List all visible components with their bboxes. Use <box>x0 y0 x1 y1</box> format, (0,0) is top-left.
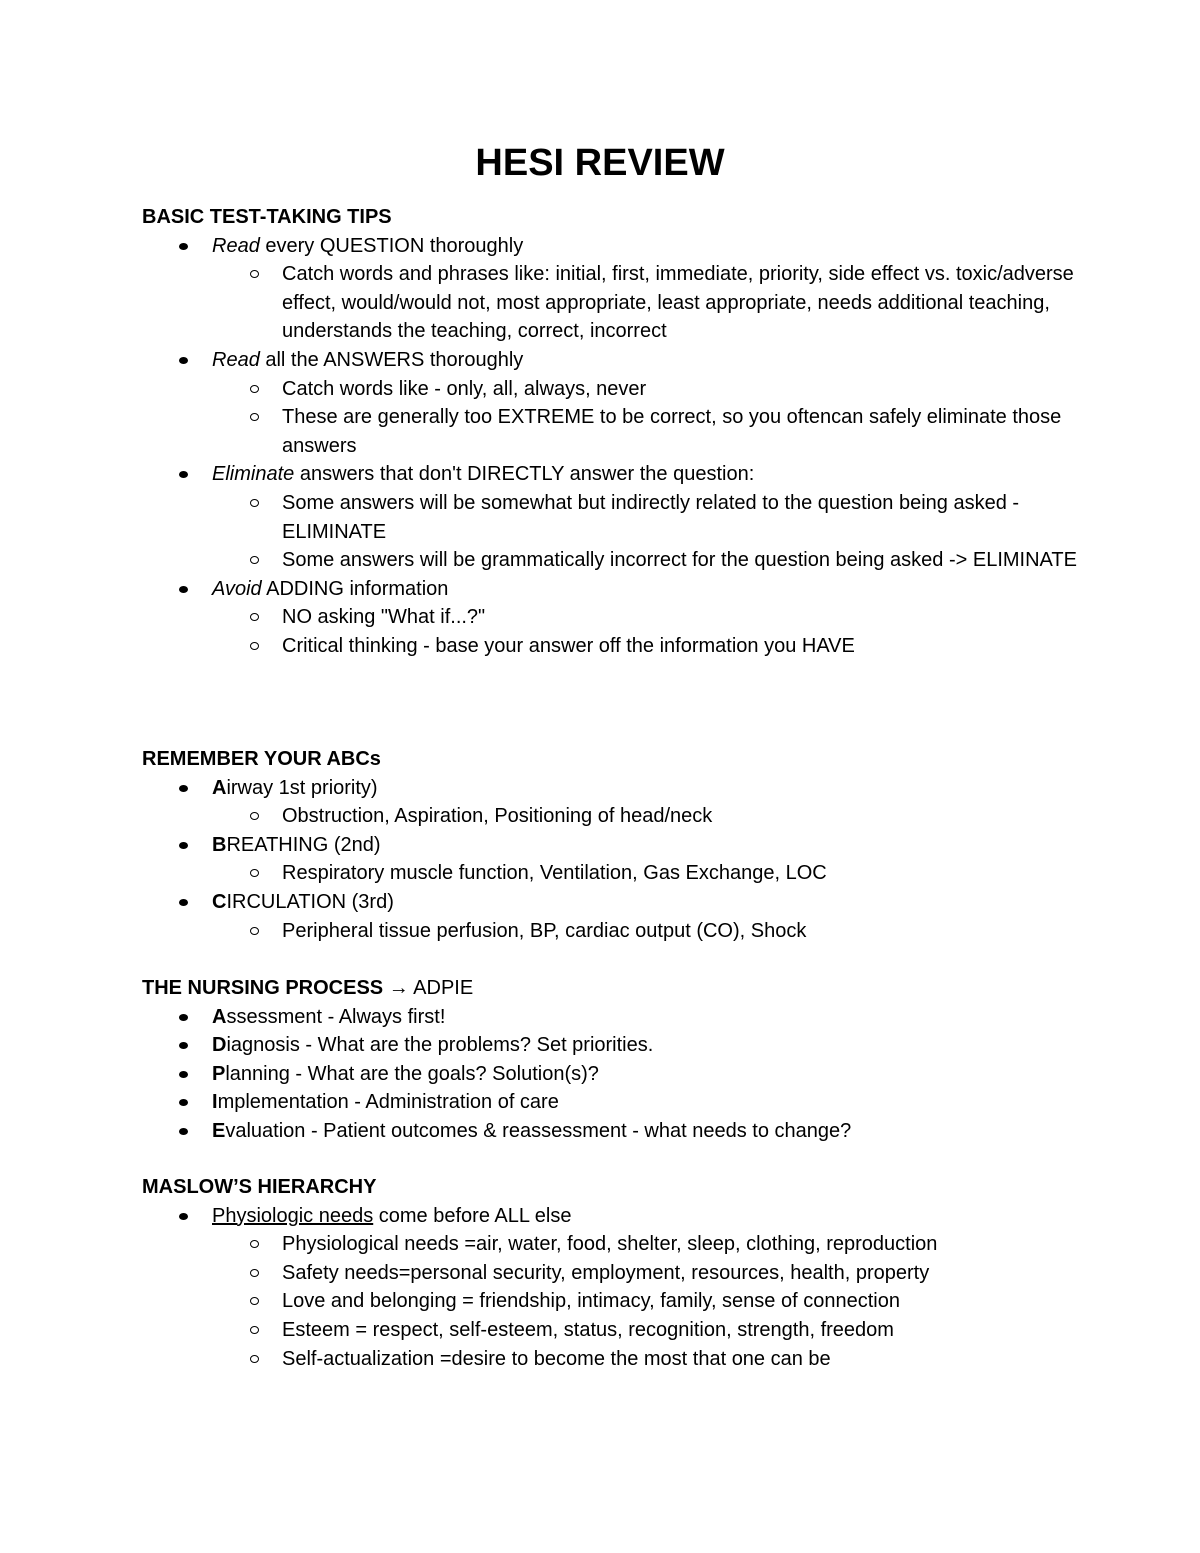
item-lead: Read <box>212 234 260 257</box>
sub-list-item <box>142 403 1102 460</box>
item-text: lanning - What are the goals? Solution(s)? <box>225 1062 599 1085</box>
sub-list-item <box>142 859 1102 888</box>
item-text: valuation - Patient outcomes & reassessment - what needs to change? <box>225 1119 852 1142</box>
list-item <box>142 1031 1102 1060</box>
item-text: Respiratory muscle function, Ventilation, Gas Exchange, LOC <box>282 862 827 885</box>
list-item <box>142 1202 1102 1231</box>
item-text: Safety needs=personal security, employment, resources, health, property <box>282 1261 930 1284</box>
section-test-taking-tips <box>142 203 1102 661</box>
item-lead: A <box>212 776 227 799</box>
item-lead: B <box>212 833 227 856</box>
section-nursing-process <box>142 974 1102 1146</box>
list-item <box>142 232 1102 261</box>
item-lead: I <box>212 1091 218 1114</box>
sub-list-item <box>142 1259 1102 1288</box>
bullet-list <box>142 232 1102 661</box>
sub-list-item <box>142 546 1102 575</box>
sub-list-item <box>142 1345 1102 1374</box>
item-lead: Avoid <box>212 577 262 600</box>
item-text: come before ALL else <box>373 1204 572 1227</box>
section-heading <box>142 974 1102 1003</box>
item-text: Obstruction, Aspiration, Positioning of head/neck <box>282 805 713 828</box>
sub-list-item <box>142 1287 1102 1316</box>
sub-list-item <box>142 489 1102 546</box>
list-item <box>142 888 1102 917</box>
list-item <box>142 1060 1102 1089</box>
page-title: HESI REVIEW <box>475 142 725 184</box>
item-text: iagnosis - What are the problems? Set priorities. <box>226 1034 654 1057</box>
item-text: REATHING (2nd) <box>226 833 381 856</box>
sub-list-item <box>142 260 1102 346</box>
item-lead: C <box>212 890 227 913</box>
item-lead: Read <box>212 348 260 371</box>
sub-list-item <box>142 375 1102 404</box>
bullet-list <box>142 1003 1102 1146</box>
item-text: Self-actualization =desire to become the most that one can be <box>282 1347 831 1370</box>
sub-list-item <box>142 632 1102 661</box>
item-text: every QUESTION thoroughly <box>259 234 524 257</box>
list-item <box>142 831 1102 860</box>
list-item <box>142 1117 1102 1146</box>
heading-suffix: → ADPIE <box>383 977 474 999</box>
item-text: all the ANSWERS thoroughly <box>259 348 524 371</box>
item-text: ADDING information <box>261 577 449 600</box>
list-item <box>142 460 1102 489</box>
item-lead: E <box>212 1119 226 1142</box>
item-text: Love and belonging = friendship, intimacy, family, sense of connection <box>282 1290 900 1313</box>
item-text: irway 1st priority) <box>226 776 378 799</box>
item-lead: A <box>212 1005 227 1028</box>
item-text: Some answers will be somewhat but indirectly related to the question being asked - ELIMINATE <box>282 491 1020 543</box>
item-lead: D <box>212 1034 227 1057</box>
item-text: ssessment - Always first! <box>226 1005 446 1028</box>
item-text: Peripheral tissue perfusion, BP, cardiac output (CO), Shock <box>282 919 807 942</box>
item-lead: Physiologic needs <box>212 1204 374 1227</box>
section-abcs <box>142 745 1102 945</box>
sub-list-item <box>142 802 1102 831</box>
section-heading: BASIC TEST-TAKING TIPS <box>142 206 392 228</box>
list-item <box>142 346 1102 375</box>
bullet-list <box>142 1202 1102 1374</box>
heading-text: THE NURSING PROCESS <box>142 977 384 999</box>
item-text: IRCULATION (3rd) <box>226 890 394 913</box>
item-text: Some answers will be grammatically incorrect for the question being asked -> ELIMINATE <box>282 549 1077 572</box>
item-text: Catch words like - only, all, always, never <box>282 377 647 400</box>
section-maslow <box>142 1173 1102 1373</box>
section-heading: MASLOW’S HIERARCHY <box>142 1176 377 1198</box>
item-lead: P <box>212 1062 226 1085</box>
item-text: Critical thinking - base your answer off the information you HAVE <box>282 634 855 657</box>
sub-list-item <box>142 1316 1102 1345</box>
sub-list-item <box>142 1230 1102 1259</box>
item-text: NO asking "What if...?" <box>282 606 486 629</box>
item-text: These are generally too EXTREME to be correct, so you oftencan safely eliminate those answers <box>282 406 1062 457</box>
item-text: Esteem = respect, self-esteem, status, recognition, strength, freedom <box>282 1318 894 1341</box>
item-text: Physiological needs =air, water, food, shelter, sleep, clothing, reproduction <box>282 1233 938 1256</box>
section-heading: REMEMBER YOUR ABCs <box>142 748 381 770</box>
bullet-list <box>142 774 1102 946</box>
item-lead: Eliminate <box>212 463 295 486</box>
list-item <box>142 774 1102 803</box>
list-item <box>142 1088 1102 1117</box>
list-item <box>142 575 1102 604</box>
sub-list-item <box>142 917 1102 946</box>
sub-list-item <box>142 603 1102 632</box>
item-text: answers that don't DIRECTLY answer the question: <box>294 463 755 486</box>
list-item <box>142 1003 1102 1032</box>
item-text: mplementation - Administration of care <box>217 1091 559 1114</box>
item-text: Catch words and phrases like: initial, first, immediate, priority, side effect vs. toxic/adverse effect, would/would not, most appropriate, least appropriate, needs additional teaching, understands the teaching, correct, incorrect <box>282 263 1074 343</box>
